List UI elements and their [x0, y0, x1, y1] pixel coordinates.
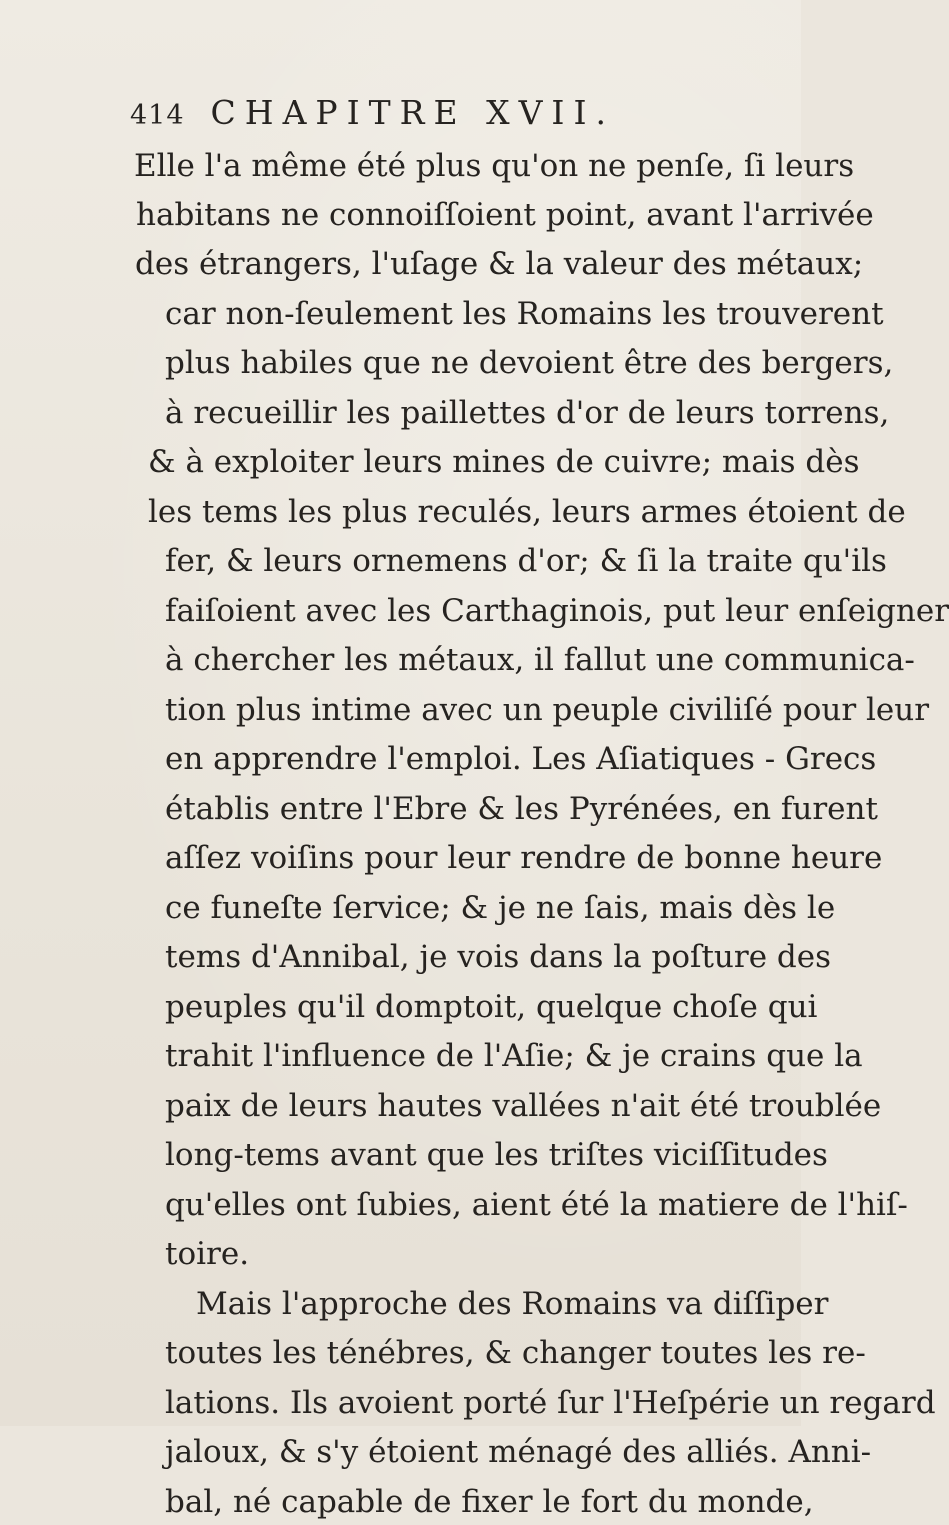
text-line: en apprendre l'emploi. Les Aſiatiques - Grecs — [165, 741, 877, 777]
text-line: à recueillir les paillettes d'or de leurs torrens, — [165, 395, 890, 431]
text-line: toutes les ténébres, & changer toutes les re- — [165, 1335, 866, 1371]
text-line: lations. Ils avoient porté ſur l'Heſpérie un regard — [165, 1385, 936, 1421]
text-line: tems d'Annibal, je vois dans la poſture des — [165, 939, 832, 975]
text-line: les tems les plus reculés, leurs armes étoient de — [148, 494, 906, 530]
text-line: habitans ne connoiſſoient point, avant l'arrivée — [136, 197, 874, 233]
text-line: aſſez voiſins pour leur rendre de bonne heure — [165, 840, 883, 876]
text-line: paix de leurs hautes vallées n'ait été troublée — [165, 1088, 882, 1124]
text-line: plus habiles que ne devoient être des bergers, — [165, 345, 894, 381]
text-line: fer, & leurs ornemens d'or; & ſi la traite qu'ils — [165, 543, 887, 579]
text-line: toire. — [165, 1236, 250, 1272]
text-line: Mais l'approche des Romains va diſſiper — [196, 1286, 829, 1322]
text-line: bal, né capable de fixer le fort du monde, — [165, 1484, 814, 1520]
text-line: long-tems avant que les triſtes viciſſitudes — [165, 1137, 828, 1173]
text-line: qu'elles ont ſubies, aient été la matiere de l'hiſ- — [165, 1187, 908, 1223]
text-line: faiſoient avec les Carthaginois, put leur enſeigner — [165, 593, 949, 629]
text-line: à chercher les métaux, il fallut une communica- — [165, 642, 915, 678]
text-line: peuples qu'il domptoit, quelque choſe qui — [165, 989, 818, 1025]
running-header — [130, 93, 615, 143]
text-line: & à exploiter leurs mines de cuivre; mais dès — [148, 444, 860, 480]
text-line: des étrangers, l'uſage & la valeur des métaux; — [135, 246, 864, 282]
text-line: car non-ſeulement les Romains les trouverent — [165, 296, 884, 332]
chapter-title: CHAPITRE XVII. — [210, 93, 615, 132]
text-line: Elle l'a même été plus qu'on ne penſe, ſi leurs — [134, 148, 855, 184]
text-line: trahit l'influence de l'Aſie; & je crains que la — [165, 1038, 863, 1074]
text-line: établis entre l'Ebre & les Pyrénées, en furent — [165, 791, 878, 827]
text-line: jaloux, & s'y étoient ménagé des alliés. Anni- — [165, 1434, 872, 1470]
text-line: ce funeſte ſervice; & je ne ſais, mais dès le — [165, 890, 836, 926]
text-line: tion plus intime avec un peuple civiliſé pour leur — [165, 692, 930, 728]
page-number: 414 — [130, 100, 185, 131]
